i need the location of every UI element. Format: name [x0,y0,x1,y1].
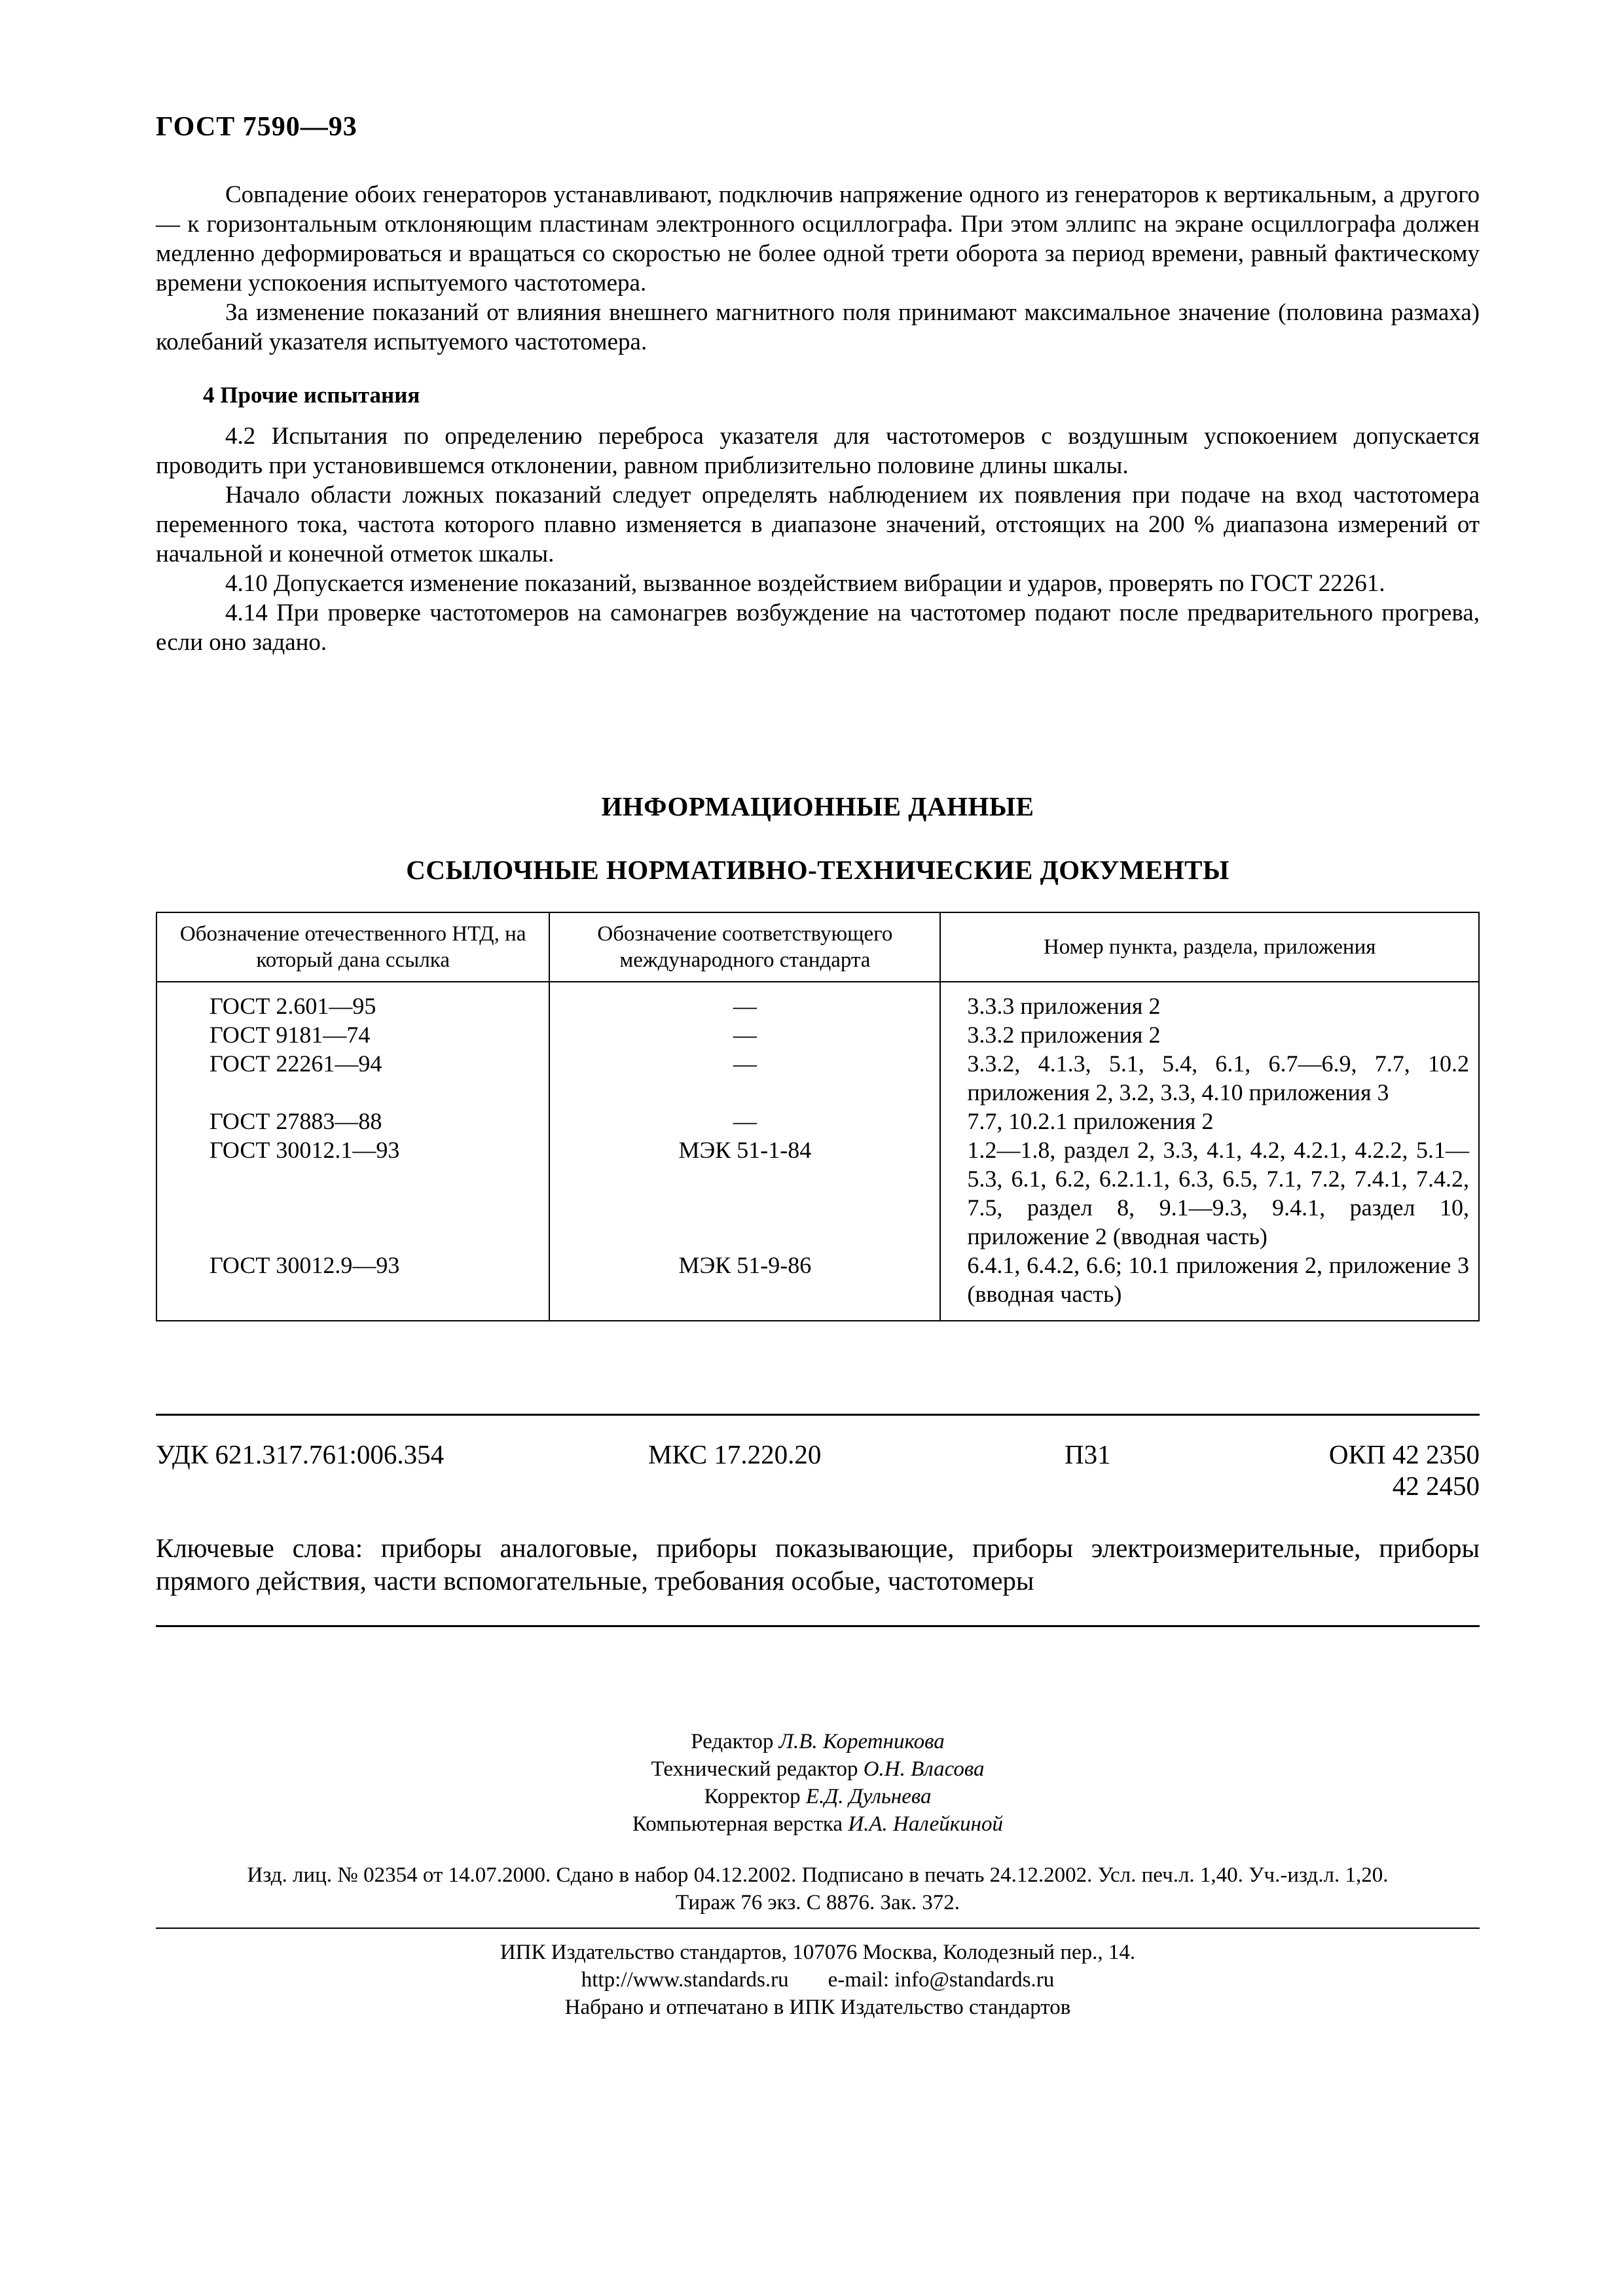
table-row [156,1020,1479,1049]
table-row [156,1136,1479,1251]
cell-national: ГОСТ 30012.1—93 [156,1136,549,1251]
table-row [156,1107,1479,1136]
divider [156,1625,1480,1627]
okp-code: ОКП 42 2350 [1328,1439,1480,1469]
publisher-address: ИПК Издательство стандартов, 107076 Москва, Колодезный пер., 14. [500,1941,1136,1964]
credit-role: Редактор [691,1730,774,1753]
cell-international: — [549,1049,940,1107]
paragraph: Совпадение обоих генераторов устанавливают, подключив напряжение одного из генераторов к вертикальным, а другого — к горизонтальным отклоняющим пластинам электронного осциллографа. При этом эллипс на экране осциллографа должен медленно деформироваться и вращаться со скоростью не более одной трети оборота за период времени, равный фактическому времени успокоения испытуемого частотомера. [156,181,1480,296]
cell-international: МЭК 51-1-84 [549,1136,940,1251]
cell-clauses: 3.3.2 приложения 2 [940,1020,1479,1049]
publisher-url[interactable]: http://www.standards.ru [581,1968,789,1992]
column-header: Обозначение соответствующего международного стандарта [549,912,940,982]
cell-national: ГОСТ 27883—88 [156,1107,549,1136]
paragraph: За изменение показаний от влияния внешнего магнитного поля принимают максимальное значение (половина размаха) колебаний указателя испытуемого частотомера. [156,299,1480,355]
credit-line [156,1728,1480,1755]
credit-role: Корректор [704,1785,801,1808]
cell-clauses: 3.3.3 приложения 2 [940,982,1479,1020]
cell-clauses: 1.2—1.8, раздел 2, 3.3, 4.1, 4.2, 4.2.1, 4.2.2, 5.1—5.3, 6.1, 6.2, 6.2.1.1, 6.3, 6.5, 7.1, 7.2, 7.4.1, 7.4.2, 7.5, раздел 8, 9.1—9.3, 9.4.1, раздел 10, приложение 2 (вводная часть) [940,1136,1479,1251]
credit-name: О.Н. Власова [863,1757,985,1781]
okp-code-2: 42 2450 [1392,1471,1480,1501]
divider [156,1928,1480,1929]
cell-international: — [549,982,940,1020]
cell-national: ГОСТ 30012.9—93 [156,1251,549,1321]
paragraph: 4.2 Испытания по определению переброса указателя для частотомеров с воздушным успокоением допускается проводить при установившемся отклонении, равном приблизительно половине длины шкалы. [156,423,1480,479]
table-row [156,1251,1479,1321]
credits-block [156,1728,1480,1838]
cell-national: ГОСТ 9181—74 [156,1020,549,1049]
cell-national: ГОСТ 2.601—95 [156,982,549,1020]
info-title: ИНФОРМАЦИОННЫЕ ДАННЫЕ [601,791,1034,821]
imprint-block [156,1861,1480,1916]
table-header-row [156,912,1479,982]
document-header: ГОСТ 7590—93 [156,112,357,142]
publisher-block [156,1939,1480,2021]
cell-international: — [549,1020,940,1049]
publisher-email[interactable]: e-mail: info@standards.ru [828,1968,1055,1992]
column-header: Обозначение отечественного НТД, на который дана ссылка [156,912,549,982]
imprint-line: Изд. лиц. № 02354 от 14.07.2000. Сдано в набор 04.12.2002. Подписано в печать 24.12.2002. Усл. печ.л. 1,40. Уч.-изд.л. 1,20. [247,1863,1389,1887]
cell-clauses: 7.7, 10.2.1 приложения 2 [940,1107,1479,1136]
keywords: Ключевые слова: приборы аналоговые, приборы показывающие, приборы электроизмерительные, приборы прямого действия, части вспомогательные, требования особые, частотомеры [156,1533,1480,1596]
imprint-line: Тираж 76 экз. С 8876. Зак. 372. [676,1891,960,1914]
credit-name: Л.В. Коретникова [778,1730,945,1753]
credit-line [156,1783,1480,1810]
mks-code: МКС 17.220.20 [648,1439,822,1469]
publisher-note: Набрано и отпечатано в ИПК Издательство стандартов [564,1996,1071,2019]
section-heading: 4 Прочие испытания [203,382,420,408]
paragraph: 4.10 Допускается изменение показаний, вызванное воздействием вибрации и ударов, проверять по ГОСТ 22261. [225,570,1385,597]
udk-code: УДК 621.317.761:006.354 [156,1439,445,1469]
reference-table [156,912,1480,1321]
credit-name: Е.Д. Дульнева [805,1785,932,1808]
credit-line [156,1755,1480,1783]
credit-role: Компьютерная верстка [632,1812,843,1836]
cell-international: МЭК 51-9-86 [549,1251,940,1321]
cell-national: ГОСТ 22261—94 [156,1049,549,1107]
info-subtitle: ССЫЛОЧНЫЕ НОРМАТИВНО-ТЕХНИЧЕСКИЕ ДОКУМЕНТЫ [406,855,1230,885]
cell-clauses: 6.4.1, 6.4.2, 6.6; 10.1 приложения 2, приложение 3 (вводная часть) [940,1251,1479,1321]
group-code: П31 [1065,1439,1111,1469]
credit-line [156,1810,1480,1838]
paragraph: Начало области ложных показаний следует определять наблюдением их появления при подаче на вход частотомера переменного тока, частота которого плавно изменяется в диапазоне значений, отстоящих на 200 % диапазона измерений от начальной и конечной отметок шкалы. [156,482,1480,567]
intro-text [156,180,1480,657]
table-row [156,1049,1479,1107]
paragraph: 4.14 При проверке частотомеров на самонагрев возбуждение на частотомер подают после предварительного прогрева, если оно задано. [156,600,1480,656]
publisher-contacts [156,1966,1480,1994]
divider [156,1414,1480,1416]
credit-name: И.А. Налейкиной [848,1812,1004,1836]
table-row [156,982,1479,1020]
credit-role: Технический редактор [651,1757,858,1781]
cell-clauses: 3.3.2, 4.1.3, 5.1, 5.4, 6.1, 6.7—6.9, 7.7, 10.2 приложения 2, 3.2, 3.3, 4.10 приложения 3 [940,1049,1479,1107]
column-header: Номер пункта, раздела, приложения [940,912,1479,982]
cell-international: — [549,1107,940,1136]
